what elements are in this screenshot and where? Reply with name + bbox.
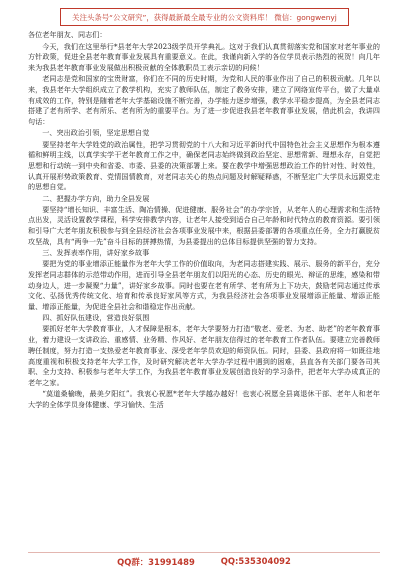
- document-body: [28, 30, 380, 411]
- footer-divider: [28, 552, 380, 553]
- section-body-4: 要抓好老年大学教育事业，人才保障是根本，老年大学要努力打造“敬老、爱老、为老、助老”的老年教育事业，着力建设一支讲政治、重感情、业务精、作风好、老年朋友信得过的老年教育工作者队伍。要建立完善教师聘任制度，努力打造一支热爱老年教育事业、深受老年学员欢迎的师资队伍。同时，县委、县政府将一如既往地高度重视和积极支持老年大学工作，及时研究解决老年大学办学过程中遇到的困难，县直各有关部门要各司其职、全力支持、积极参与老年大学工作，为我县老年教育事业发展创造良好的学习条件，把老年大学办成真正的老年之家。: [28, 324, 380, 387]
- top-banner: [60, 8, 349, 26]
- greeting: 各位老年朋友、同志们：: [28, 30, 107, 39]
- footer-qq-number: QQ:535304092: [220, 556, 291, 566]
- section-heading-4: 四、抓好队伍建设，营造良好氛围: [42, 313, 150, 323]
- section-body-3: 要把为党的事业增添正能量作为老年大学工作的价值取向，为老同志搭建实践、展示、服务的新平台，充分发挥老同志群体的示范带动作用，进而引导全县老年朋友们以阳光的心态、历史的眼光、辩证的思维，感染和带动身边人，进一步凝聚“力量”，讲好家乡故事。同时也要在老有所学、老有所为上下功夫，鼓励老同志通过传承文化、弘扬优秀传统文化、培育和传承良好家风等方式，为我县经济社会各项事业发展增添正能量、增添正能量、增添正能量，为促进全县社会和谐稳定作出贡献。: [28, 259, 380, 312]
- footer: [0, 556, 408, 570]
- section-heading-2: 二、把握办学方向，助力全县发展: [42, 193, 150, 203]
- paragraph-intro: 今天，我们在这里举行*县老年大学2023级学员开学典礼。这对于我们认真贯彻落实党和国家对老年事业的方针政策，促进全县老年教育事业发展具有重要意义。在此，我谨向新入学的各位学员表示热烈的祝贺！向几年来为我县老年教育事业发展做出积极贡献的全体教职员工表示亲切的问候！: [28, 41, 380, 73]
- paragraph-background: 老同志是党和国家的宝贵财富，你们在不同的历史时期，为党和人民的事业作出了自己的积极贡献。几年以来，我县老年大学组织成立了教学机构，充实了教师队伍，制定了教务安排，建立了网络宣传平台，做了大量卓有成效的工作，特别是随着老年大学基础设施不断完善，办学能力逐步增强，教学水平稳步提高，为全县老同志搭建了老有所学、老有所乐、老有所为的重要平台。为了进一步促进我县老年教育事业发展，借此机会，我讲四句话：: [28, 74, 380, 127]
- section-body-2: 要坚持“增长知识、丰富生活、陶冶情操、促进健康、服务社会”的办学宗旨，从老年人的心理需求和生活特点出发，灵活设置教学课程，科学安排教学内容，让老年人接受到适合自己年龄和时代特点的教育资源。要引领和引导广大老年朋友积极参与到全县经济社会各项事业发展中来，根据县委部署的各项重点任务，全力打赢脱贫攻坚战，具有“两争一先”奋斗目标的拼搏热情，为县委提出的总体目标提供坚强的智力支持。: [28, 204, 380, 246]
- section-body-1: 要坚持老年大学姓党的政治属性，把学习贯彻党的十八大和习近平新时代中国特色社会主义思想作为根本遵循和鲜明主线，以真学实学干老年教育工作之中，确保老同志始终做到政治坚定、思想常新、理想永存，自觉把思想和行动统一到中央和省委、市委、县委的决策部署上来。要在教学中增强思想政治工作的针对性、时效性，认真开展形势政策教育、党情国情教育，对老同志关心的热点问题及时解疑释惑，不断坚定广大学员永远跟党走的思想自觉。: [28, 139, 380, 192]
- footer-qq-group: QQ群：31991489: [117, 557, 195, 567]
- top-banner-text: 关注头条号“公文研究”，获得最新最全最专业的公文资料库！ 微信：gongwenyj: [72, 12, 337, 22]
- closing-paragraph: “莫道桑榆晚，最美夕阳红”。我衷心祝愿*老年大学越办越好！也衷心祝愿全县离退休干部、老年人和老年大学的全体学员身体健康、学习愉快、生活: [28, 389, 380, 409]
- section-heading-3: 三、发挥表率作用，讲好家乡故事: [42, 248, 150, 258]
- section-heading-1: 一、突出政治引领，坚定思想自觉: [42, 128, 150, 138]
